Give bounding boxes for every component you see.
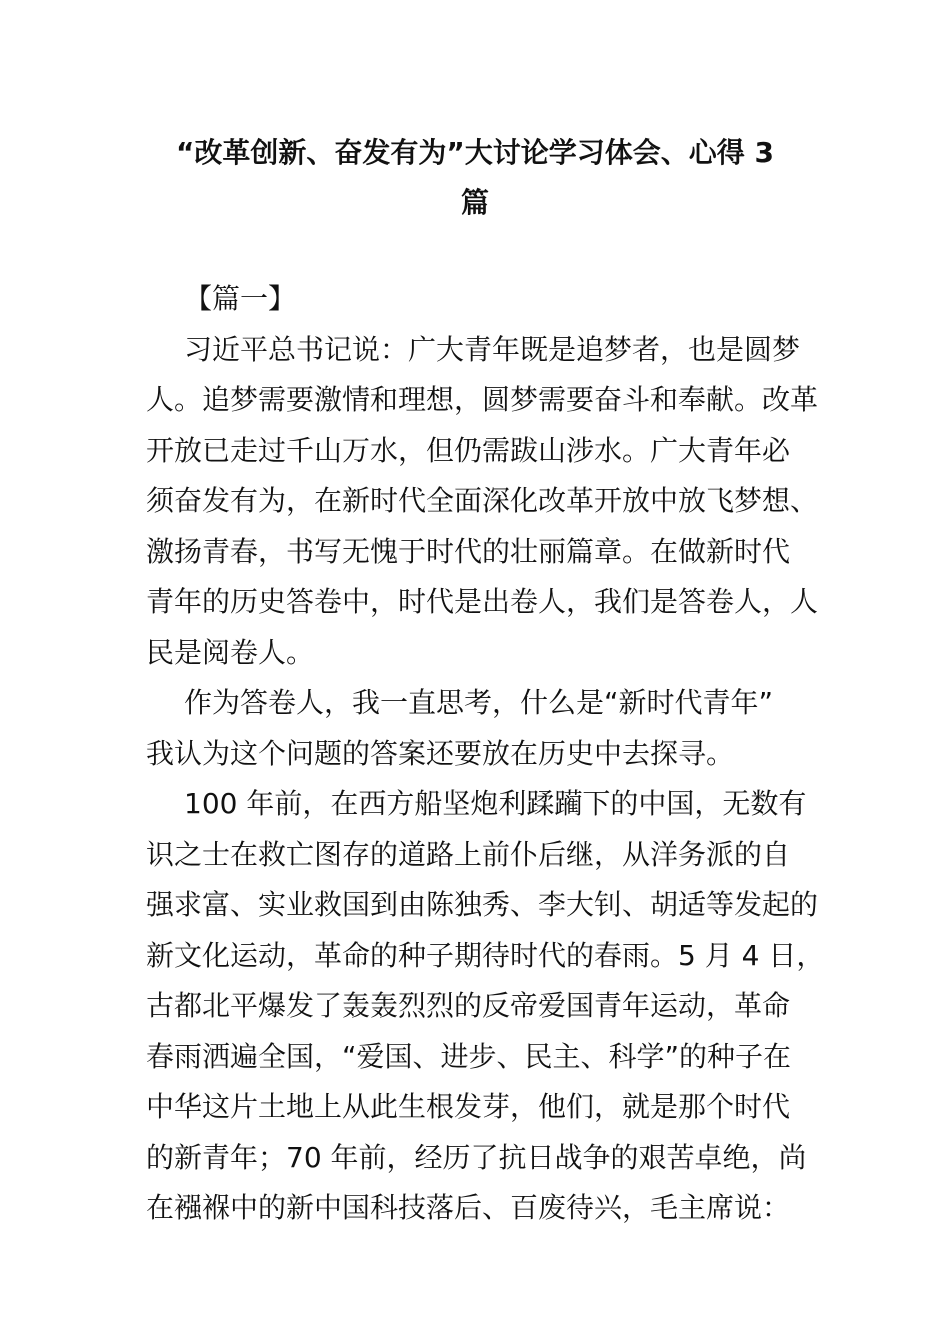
paragraph-line: 的新青年；70 年前，经历了抗日战争的艰苦卓绝，尚 (146, 1140, 807, 1174)
paragraph-line: 中华这片土地上从此生根发芽，他们，就是那个时代 (146, 1090, 791, 1123)
paragraph-line: 识之士在救亡图存的道路上前仆后继，从洋务派的自 (146, 837, 791, 871)
paragraph-line: 新文化运动，革命的种子期待时代的春雨。5 月 4 日， (146, 938, 825, 972)
document-body (146, 274, 825, 1234)
paragraph-line: 民是阅卷人。 (146, 635, 315, 669)
paragraph-line: 我认为这个问题的答案还要放在历史中去探寻。 (146, 736, 735, 770)
paragraph-line: 100 年前，在西方船坚炮利蹂躏下的中国，无数有 (184, 787, 807, 820)
paragraph-3 (146, 779, 825, 1234)
paragraph-line: 古都北平爆发了轰轰烈烈的反帝爱国青年运动，革命 (146, 989, 791, 1022)
paragraph-2 (146, 678, 816, 779)
document-title (120, 128, 830, 228)
paragraph-line: 青年的历史答卷中，时代是出卷人，我们是答卷人，人 (146, 585, 819, 618)
title-line-2: 篇 (460, 186, 489, 219)
paragraph-line: 春雨洒遍全国，“爱国、进步、民主、科学”的种子在 (146, 1039, 792, 1073)
paragraph-line: 开放已走过千山万水，但仍需跋山涉水。广大青年必 (146, 433, 791, 467)
title-line-1: “改革创新、奋发有为”大讨论学习体会、心得 3 (175, 136, 775, 169)
paragraph-line: 在襁褓中的新中国科技落后、百废待兴，毛主席说： (146, 1191, 791, 1224)
paragraph-line: 须奋发有为，在新时代全面深化改革开放中放飞梦想、 (146, 484, 819, 517)
paragraph-1 (146, 325, 819, 679)
paragraph-line: 习近平总书记说：广大青年既是追梦者，也是圆梦 (184, 332, 801, 366)
paragraph-line: 激扬青春，书写无愧于时代的壮丽篇章。在做新时代 (146, 534, 791, 568)
paragraph-line: 人。追梦需要激情和理想，圆梦需要奋斗和奉献。改革 (146, 383, 819, 416)
paragraph-line: 强求富、实业救国到由陈独秀、李大钊、胡适等发起的 (146, 888, 819, 921)
paragraph-line: 作为答卷人，我一直思考，什么是“新时代青年” (184, 686, 774, 719)
section-heading: 【篇一】 (184, 282, 297, 315)
